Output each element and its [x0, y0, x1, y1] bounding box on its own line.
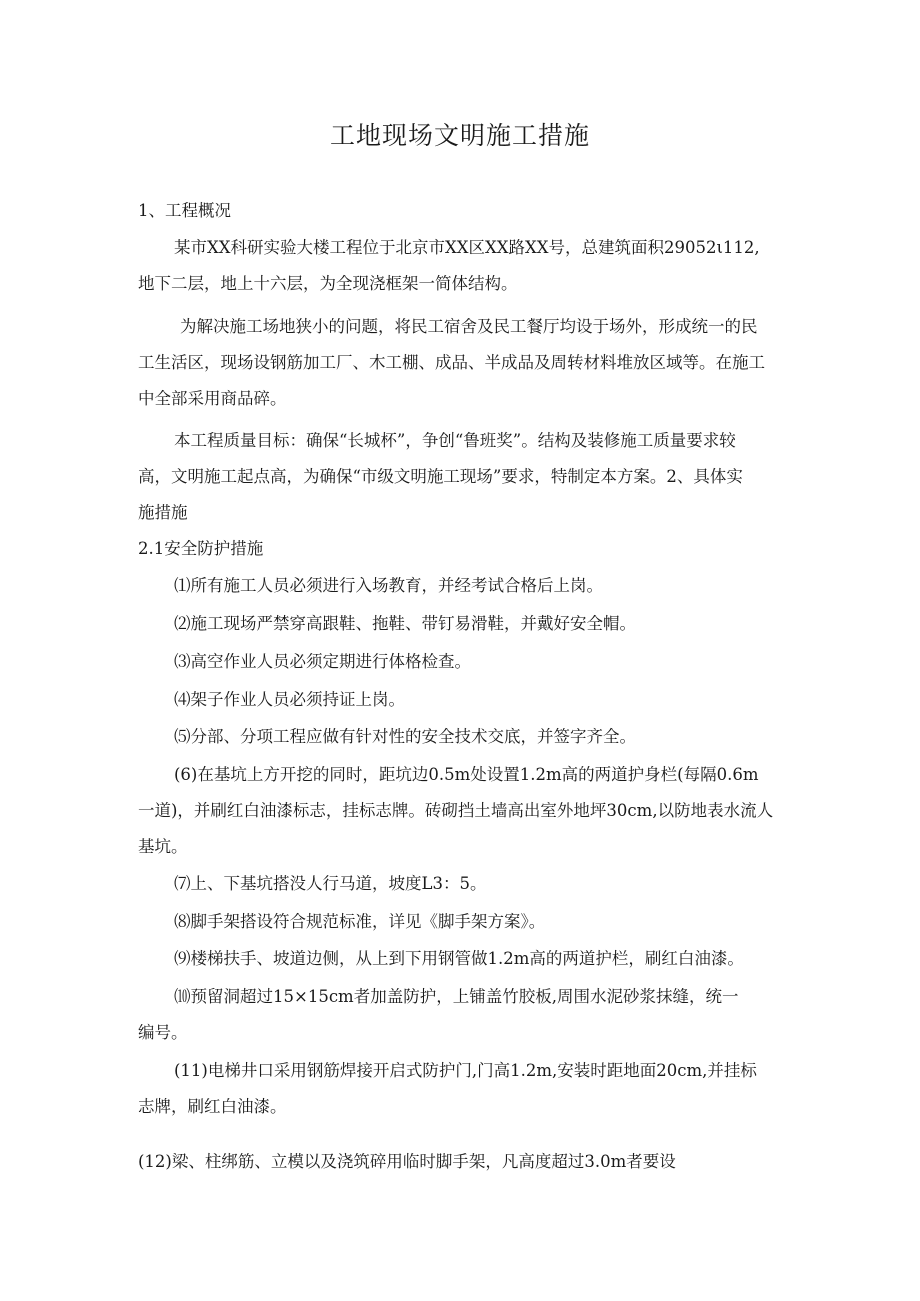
paragraph-line: 施措施 [138, 503, 188, 522]
list-item: ⑷架子作业人员必须持证上岗。 [174, 690, 405, 709]
section-heading-safety: 2.1安全防护措施 [138, 539, 264, 558]
list-item: ⑶高空作业人员必须定期进行体格检查。 [174, 652, 471, 671]
list-item: 一道)，并刷红白油漆标志，挂标志牌。砖砌挡土墙高出室外地坪30cm,以防地表水流人 [138, 801, 774, 820]
paragraph-line: 中全部采用商品碎。 [138, 389, 287, 408]
list-item: ⑺上、下基坑搭没人行马道，坡度L3：5。 [174, 874, 487, 893]
list-item: ⑽预留洞超过15×15cm者加盖防护，上铺盖竹胶板,周围水泥砂浆抹缝，统一 [174, 987, 739, 1006]
list-item: (12)梁、柱绑筋、立模以及浇筑碎用临时脚手架，凡高度超过3.0m者要设 [138, 1152, 676, 1171]
list-item: 基坑。 [138, 837, 188, 856]
list-item: ⑵施工现场严禁穿高跟鞋、拖鞋、带钉易滑鞋，并戴好安全帽。 [174, 614, 636, 633]
list-item: ⑸分部、分项工程应做有针对性的安全技术交底，并签字齐全。 [174, 727, 636, 746]
paragraph-line: 地下二层，地上十六层，为全现浇框架一简体结构。 [138, 274, 518, 293]
paragraph-line: 高，文明施工起点高，为确保“市级文明施工现场”要求，特制定本方案。2、具体实 [138, 467, 743, 486]
paragraph-line: 为解决施工场地狭小的问题，将民工宿舍及民工餐厅均设于场外，形成统一的民 [180, 317, 758, 336]
list-item: ⑴所有施工人员必须进行入场教育，并经考试合格后上岗。 [174, 576, 603, 595]
list-item: ⑻脚手架搭设符合规范标准，详见《脚手架方案》。 [174, 912, 546, 931]
paragraph-line: 某市XX科研实验大楼工程位于北京市XX区XX路XX号，总建筑面积29052ι112, [174, 238, 760, 257]
document-title: 工地现场文明施工措施 [329, 121, 590, 150]
section-heading-overview: 1、工程概况 [138, 201, 231, 220]
list-item: 编号。 [138, 1023, 188, 1042]
list-item: (6)在基坑上方开挖的同时，距坑边0.5m处设置1.2m高的两道护身栏(每隔0.6m [174, 765, 759, 784]
paragraph-line: 本工程质量目标：确保“长城杯”，争创“鲁班奖”。结构及装修施工质量要求较 [174, 431, 736, 450]
list-item: (11)电梯井口采用钢筋焊接开启式防护门,门高1.2m,安装时距地面20cm,并挂标 [174, 1061, 757, 1080]
list-item: 志牌，刷红白油漆。 [138, 1097, 287, 1116]
list-item: ⑼楼梯扶手、坡道边侧，从上到下用钢管做1.2m高的两道护栏，刷红白油漆。 [174, 949, 744, 968]
paragraph-line: 工生活区，现场设钢筋加工厂、木工棚、成品、半成品及周转材料堆放区域等。在施工 [138, 353, 765, 372]
